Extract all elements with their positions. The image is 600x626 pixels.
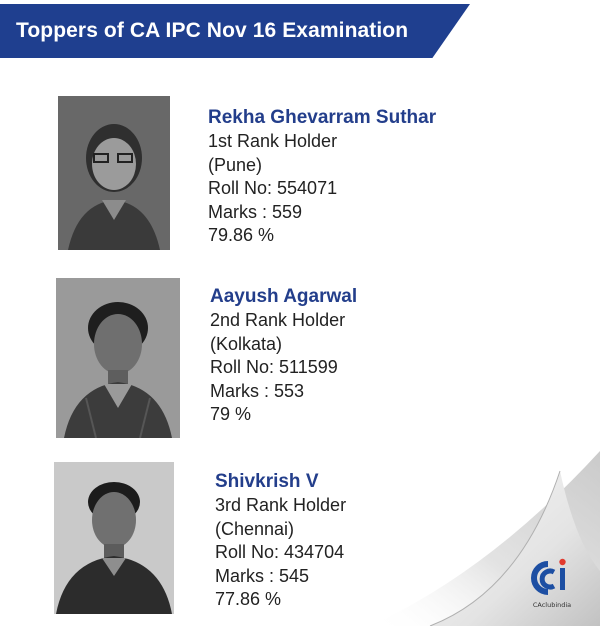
- topper-2-roll: Roll No: 511599: [210, 357, 338, 377]
- topper-1-name: Rekha Ghevarram Suthar: [208, 107, 437, 128]
- topper-2-city: (Kolkata): [210, 333, 283, 354]
- topper-1-rank: 1st Rank Holder: [208, 131, 338, 151]
- topper-2-percent: 79 %: [210, 404, 252, 424]
- topper-1-city: (Pune): [208, 154, 263, 175]
- topper-2-name: Aayush Agarwal: [210, 286, 358, 307]
- topper-2-rank: 2nd Rank Holder: [210, 310, 346, 330]
- page-title: Toppers of CA IPC Nov 16 Examination: [16, 19, 409, 42]
- topper-2-details: [210, 285, 357, 427]
- topper-3-percent: 77.86 %: [215, 589, 282, 609]
- topper-1-roll: Roll No: 554071: [208, 178, 338, 198]
- topper-2-marks: Marks : 553: [210, 380, 305, 401]
- topper-3-city: (Chennai): [215, 518, 295, 539]
- topper-1-photo: [58, 96, 170, 250]
- topper-3-rank: 3rd Rank Holder: [215, 495, 347, 515]
- header-banner: [0, 0, 600, 62]
- topper-1-percent: 79.86 %: [208, 225, 275, 245]
- topper-3-marks: Marks : 545: [215, 565, 310, 586]
- topper-3-photo: [54, 462, 174, 614]
- logo-text: CAclubindia: [532, 601, 572, 609]
- topper-1-marks: Marks : 559: [208, 201, 303, 222]
- topper-3-name: Shivkrish V: [215, 471, 319, 492]
- topper-3-details: [215, 470, 346, 612]
- caclubindia-logo: [526, 556, 578, 616]
- logo-mark-icon: [530, 556, 574, 600]
- topper-3-roll: Roll No: 434704: [215, 542, 345, 562]
- topper-2-photo: [56, 278, 180, 438]
- topper-1-details: [208, 106, 436, 248]
